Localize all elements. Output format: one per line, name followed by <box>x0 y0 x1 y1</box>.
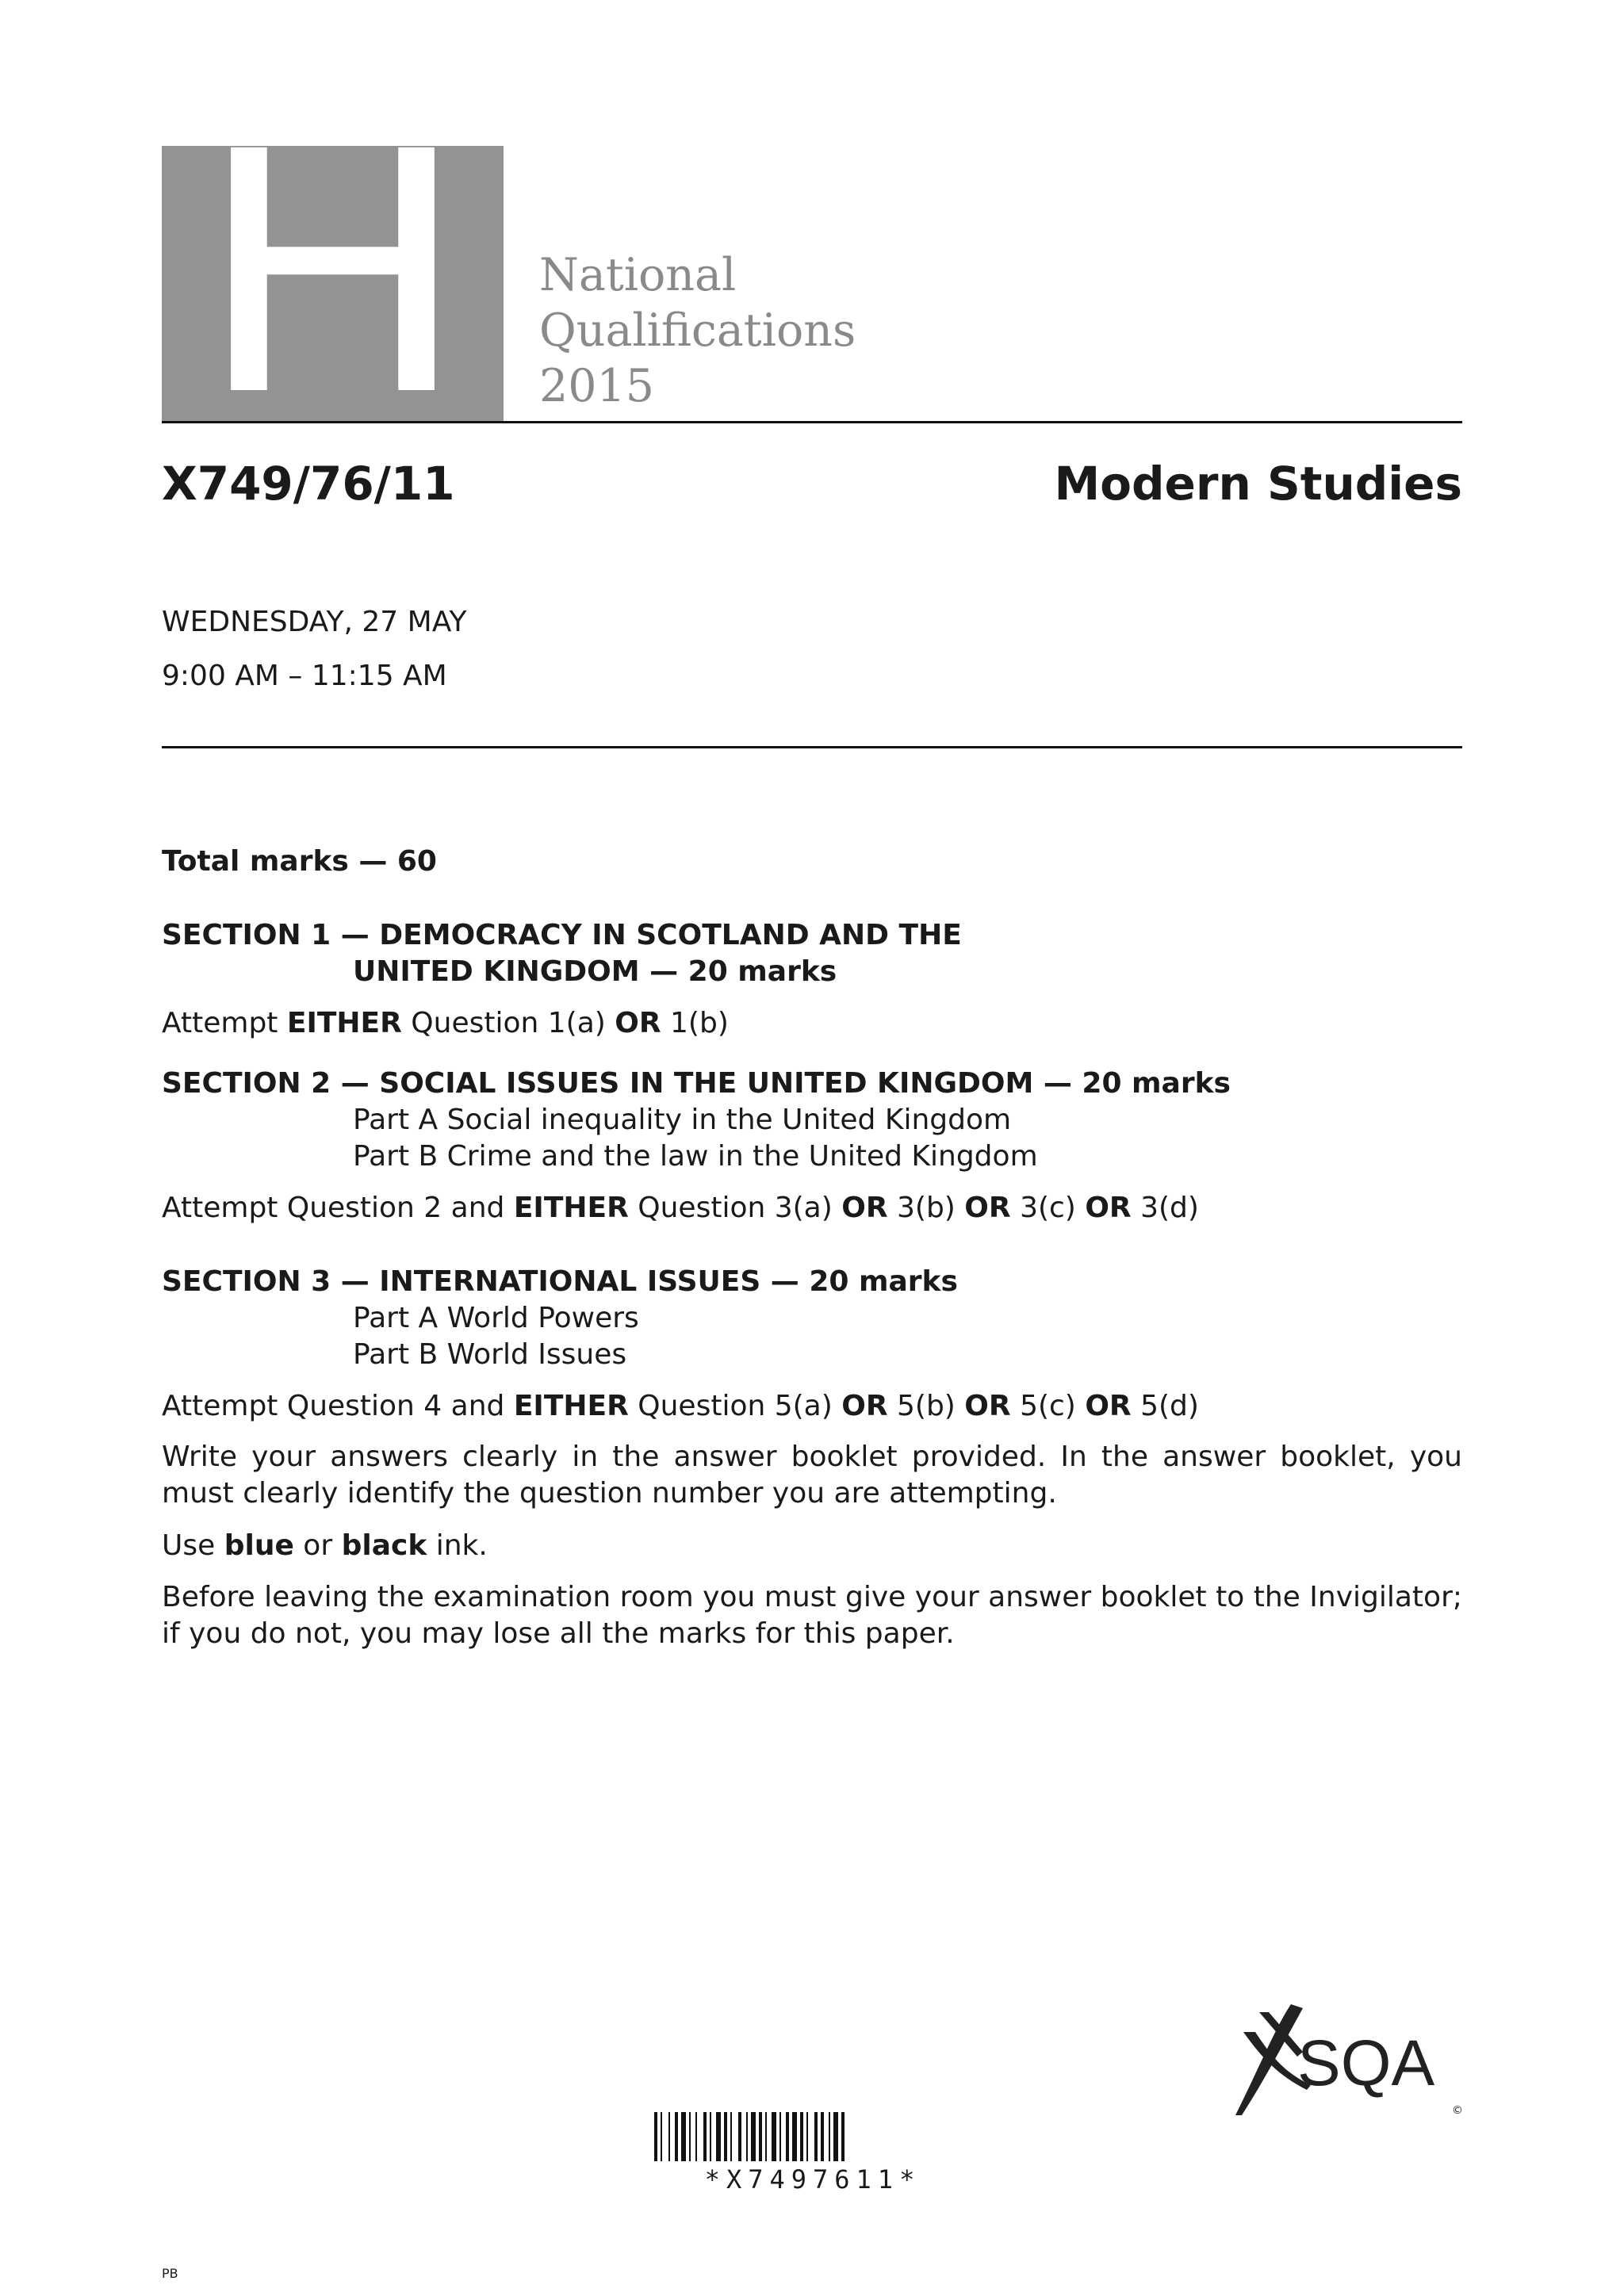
barcode-bar <box>661 2112 662 2161</box>
barcode-bar <box>668 2112 670 2161</box>
section1-title: SECTION 1 — DEMOCRACY IN SCOTLAND AND THE <box>162 919 962 951</box>
attempt-section3: Attempt Question 4 and EITHER Question 5(a) OR 5(b) OR 5(c) OR 5(d) <box>162 1390 1199 1422</box>
barcode-bar <box>792 2112 797 2161</box>
barcode-bar <box>814 2112 818 2161</box>
barcode-bar <box>821 2112 824 2161</box>
total-marks: Total marks — 60 <box>162 845 437 878</box>
barcode-bar <box>800 2112 803 2161</box>
barcode <box>654 2112 971 2161</box>
section3-title: SECTION 3 — INTERNATIONAL ISSUES — 20 marks <box>162 1265 958 1298</box>
qualification-heading <box>539 247 856 414</box>
attempt-section1: Attempt EITHER Question 1(a) OR 1(b) <box>162 1007 729 1039</box>
barcode-bar <box>724 2112 727 2161</box>
barcode-bar <box>710 2112 711 2161</box>
paper-code: X749/76/11 <box>162 457 455 511</box>
header-divider <box>162 421 1462 423</box>
barcode-bar <box>654 2112 657 2161</box>
exam-date: WEDNESDAY, 27 MAY <box>162 606 467 638</box>
sqa-logo <box>1228 1996 1465 2123</box>
barcode-bar <box>738 2112 741 2161</box>
subject-title: Modern Studies <box>1054 457 1462 511</box>
page-mark: PB <box>162 2266 178 2281</box>
exam-time: 9:00 AM – 11:15 AM <box>162 660 447 692</box>
barcode-bar <box>772 2112 776 2161</box>
section3-part-a: Part A World Powers <box>353 1302 639 1334</box>
instruction-leaving: Before leaving the examination room you must give your answer booklet to the Invigilator; if you do not, you may lose all the marks for this paper. <box>162 1581 1462 1650</box>
section1-title-cont: UNITED KINGDOM — 20 marks <box>353 955 837 988</box>
barcode-bar <box>746 2112 748 2161</box>
barcode-bar <box>730 2112 732 2161</box>
barcode-bar <box>695 2112 697 2161</box>
barcode-bar <box>751 2112 756 2161</box>
qualification-line: National <box>539 249 737 301</box>
level-letter: H <box>194 146 471 421</box>
qualification-line: Qualifications <box>539 304 856 357</box>
instruction-answers: Write your answers clearly in the answer booklet provided. In the answer booklet, you must clearly identify the question number you are attempting. <box>162 1441 1462 1510</box>
barcode-bar <box>786 2112 789 2161</box>
barcode-bar <box>765 2112 767 2161</box>
barcode-bar <box>759 2112 762 2161</box>
section3-part-b: Part B World Issues <box>353 1338 627 1371</box>
barcode-bar <box>689 2112 691 2161</box>
barcode-bar <box>681 2112 686 2161</box>
level-h-block <box>162 146 504 421</box>
barcode-bar <box>833 2112 838 2161</box>
barcode-bar <box>829 2112 830 2161</box>
barcode-bar <box>841 2112 845 2161</box>
instruction-ink: Use blue or black ink. <box>162 1529 488 1562</box>
section2-part-a: Part A Social inequality in the United Kingdom <box>353 1104 1012 1136</box>
barcode-bar <box>703 2112 707 2161</box>
section2-part-b: Part B Crime and the law in the United Kingdom <box>353 1140 1038 1173</box>
qualification-line: 2015 <box>539 360 655 412</box>
section2-title: SECTION 2 — SOCIAL ISSUES IN THE UNITED KINGDOM — 20 marks <box>162 1067 1231 1100</box>
barcode-bar <box>675 2112 678 2161</box>
barcode-bar <box>716 2112 721 2161</box>
barcode-text: *X7497611* <box>704 2164 921 2195</box>
barcode-bar <box>806 2112 808 2161</box>
date-divider <box>162 746 1462 748</box>
copyright-symbol: © <box>1452 2104 1463 2117</box>
attempt-section2: Attempt Question 2 and EITHER Question 3(a) OR 3(b) OR 3(c) OR 3(d) <box>162 1192 1199 1224</box>
barcode-bar <box>779 2112 781 2161</box>
logo-text: SQA <box>1297 2027 1435 2099</box>
